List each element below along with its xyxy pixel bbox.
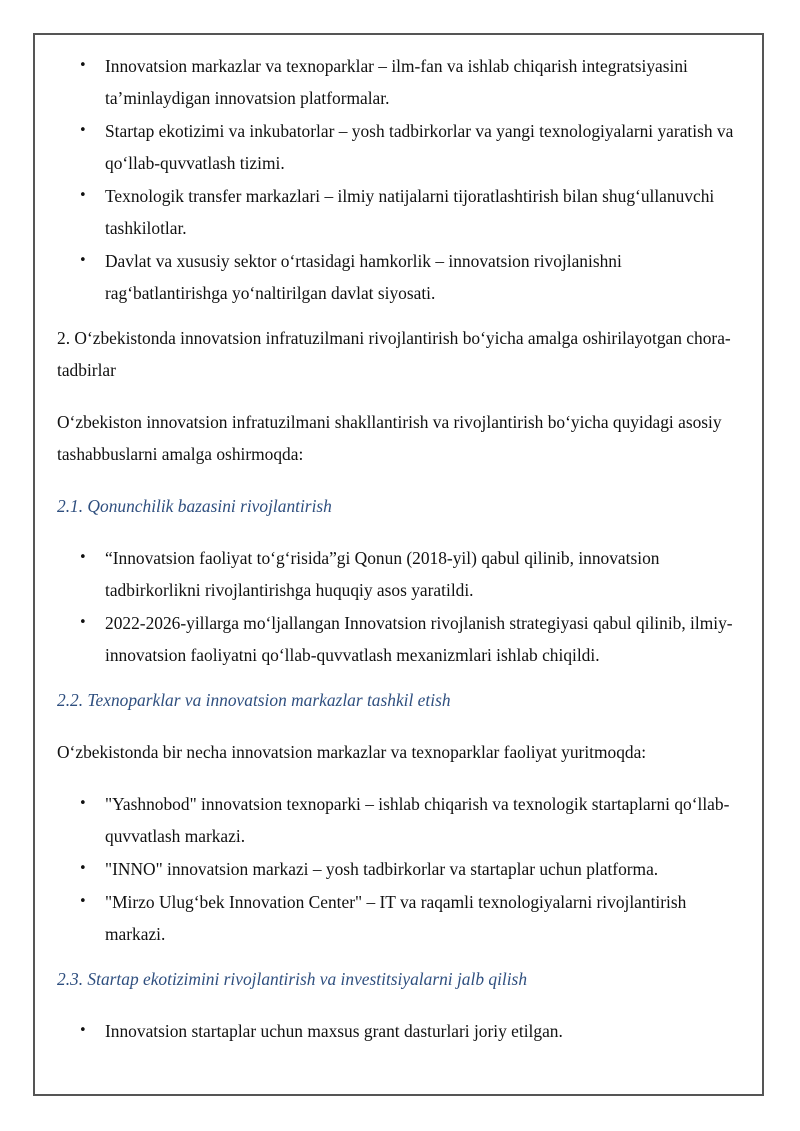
technoparks-list: [57, 788, 747, 950]
list-item: • "Mirzo Ulug‘bek Innovation Center" – IT va raqamli texnologiyalarni rivojlantirish markazi.: [57, 886, 747, 950]
list-item: • Innovatsion startaplar uchun maxsus grant dasturlari joriy etilgan.: [57, 1015, 747, 1047]
list-item: • Startap ekotizimi va inkubatorlar – yosh tadbirkorlar va yangi texnologiyalarni yaratish va qo‘llab-quvvatlash tizimi.: [57, 115, 747, 179]
list-item: • “Innovatsion faoliyat to‘g‘risida”gi Qonun (2018-yil) qabul qilinib, innovatsion tadbirkorlikni rivojlantirishga huquqiy asos yaratildi.: [57, 542, 747, 606]
subsection-heading-technoparks: 2.2. Texnoparklar va innovatsion markazlar tashkil etish: [57, 690, 451, 710]
infrastructure-components-list: [57, 50, 747, 309]
startups-list: [57, 1015, 747, 1047]
list-item: • "INNO" innovatsion markazi – yosh tadbirkorlar va startaplar uchun platforma.: [57, 853, 747, 885]
list-item: • "Yashnobod" innovatsion texnoparki – ishlab chiqarish va texnologik startaplarni qo‘llab-quvvatlash markazi.: [57, 788, 747, 852]
list-item: • Davlat va xususiy sektor o‘rtasidagi hamkorlik – innovatsion rivojlanishni rag‘batlantirishga yo‘naltirilgan davlat siyosati.: [57, 245, 747, 309]
list-item: • 2022-2026-yillarga mo‘ljallangan Innovatsion rivojlanish strategiyasi qabul qilinib, ilmiy-innovatsion faoliyatni qo‘llab-quvvatlash mexanizmlari ishlab chiqildi.: [57, 607, 747, 671]
section-title: 2. O‘zbekistonda innovatsion infratuzilmani rivojlantirish bo‘yicha amalga oshirilayotgan chora-tadbirlar: [57, 328, 731, 380]
legislation-list: [57, 542, 747, 671]
document-body: [57, 50, 747, 1048]
subsection-intro: O‘zbekistonda bir necha innovatsion markazlar va texnoparklar faoliyat yuritmoqda:: [57, 742, 647, 762]
list-item: • Innovatsion markazlar va texnoparklar – ilm-fan va ishlab chiqarish integratsiyasini ta’minlaydigan innovatsion platformalar.: [57, 50, 747, 114]
section-intro: O‘zbekiston innovatsion infratuzilmani shakllantirish va rivojlantirish bo‘yicha quyidagi asosiy tashabbuslarni amalga oshirmoqda:: [57, 412, 722, 464]
subsection-heading-legislation: 2.1. Qonunchilik bazasini rivojlantirish: [57, 496, 332, 516]
subsection-heading-startups: 2.3. Startap ekotizimini rivojlantirish va investitsiyalarni jalb qilish: [57, 969, 528, 989]
list-item: • Texnologik transfer markazlari – ilmiy natijalarni tijoratlashtirish bilan shug‘ullanuvchi tashkilotlar.: [57, 180, 747, 244]
